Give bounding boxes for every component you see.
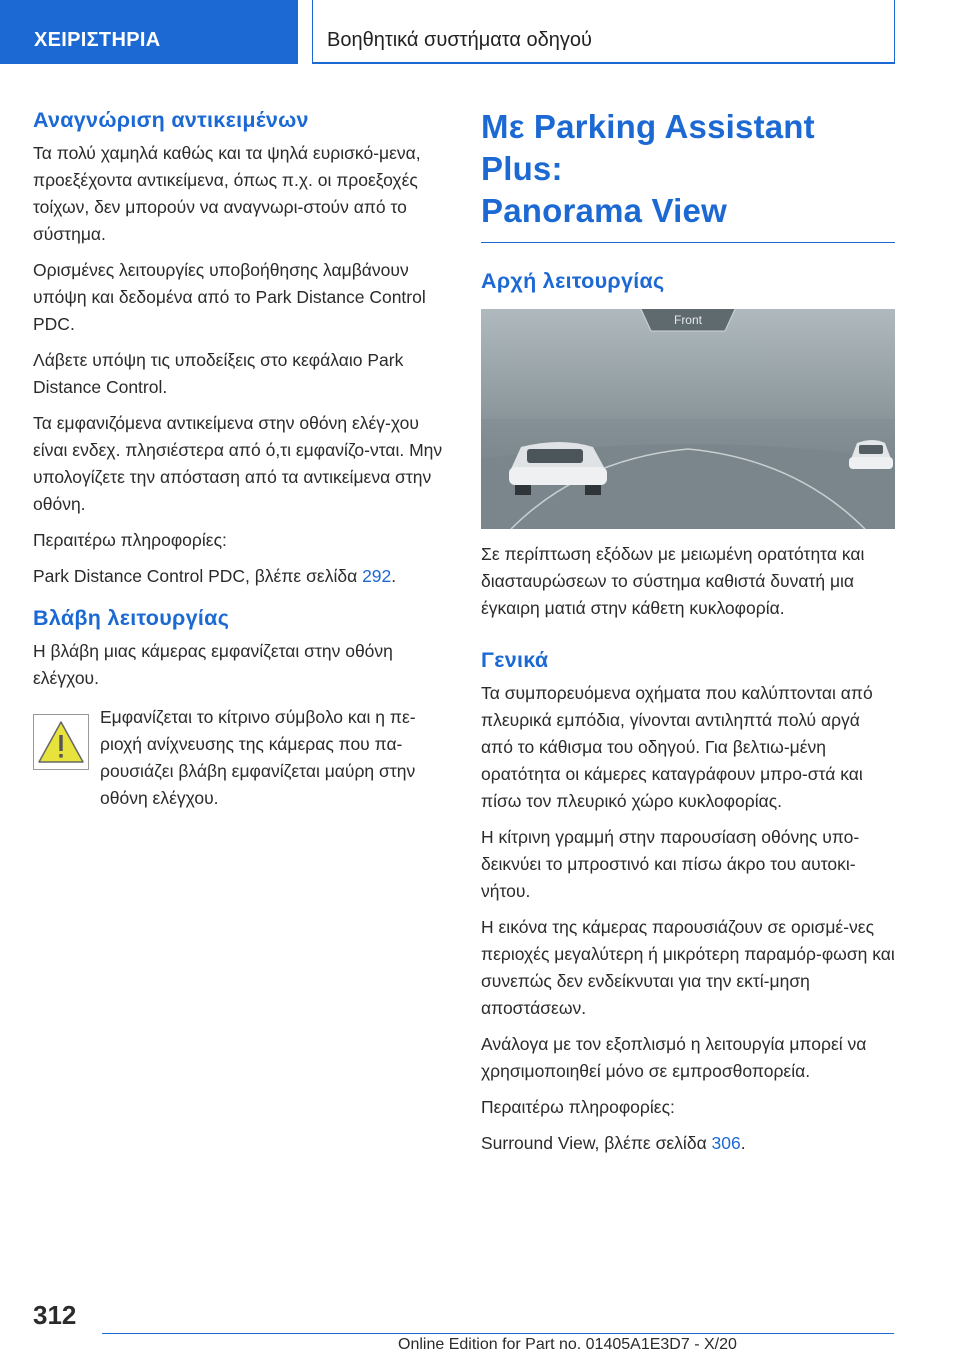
reference-text: Surround View, βλέπε σελίδα — [481, 1133, 712, 1153]
footer-divider — [102, 1333, 894, 1334]
section-tab — [0, 0, 298, 64]
paragraph: Τα εμφανιζόμενα αντικείμενα στην οθόνη ελέγ-χου είναι ενδεχ. πλησιέστερα από ό,τι εμφανίζο-νται. Μην υπολογίζετε την απόσταση από τα αντικείμενα στην οθόνη. — [33, 413, 443, 514]
chapter-title: Βοηθητικά συστήματα οδηγού — [327, 29, 592, 51]
panorama-view-image — [481, 309, 895, 529]
edition-note: Online Edition for Part no. 01405A1E3D7 - X/20 — [398, 1336, 737, 1353]
heading-malfunction: Βλάβη λειτουργίας — [33, 606, 230, 630]
page-link-292[interactable]: 292 — [362, 566, 392, 586]
section-title-line-1: Με Parking Assistant Plus: — [481, 108, 815, 187]
paragraph: Λάβετε υπόψη τις υποδείξεις στο κεφάλαιο Park Distance Control. — [33, 350, 404, 397]
paragraph: Τα συμπορευόμενα οχήματα που καλύπτονται από πλευρικά εμπόδια, γίνονται αντιληπτά πολύ αργά από το κάθισμα του οδηγού. Για βελτιω-μένη ορατότητα οι κάμερες καταγράφουν μπρο-στά και πίσω τον πλευρικό χώρο κυκλοφορίας. — [481, 683, 873, 811]
heading-general: Γενικά — [481, 648, 549, 672]
paragraph: Περαιτέρω πληροφορίες: — [481, 1097, 675, 1117]
paragraph: Η κίτρινη γραμμή στην παρουσίαση οθόνης υπο-δεικνύει το μπροστινό και πίσω άκρο του αυτοκι-νήτου. — [481, 827, 860, 901]
heading-principle: Αρχή λειτουργίας — [481, 269, 665, 293]
paragraph: Ορισμένες λειτουργίες υποβοήθησης λαμβάνουν υπόψη και δεδομένα από το Park Distance Control PDC. — [33, 260, 426, 334]
paragraph: Σε περίπτωση εξόδων με μειωμένη ορατότητα και διασταυρώσεων το σύστημα καθιστά δυνατή μια έγκαιρη ματιά στην κάθετη κυκλοφορία. — [481, 544, 865, 618]
title-divider — [481, 242, 895, 243]
paragraph: Ανάλογα με τον εξοπλισμό η λειτουργία μπορεί να χρησιμοποιηθεί μόνο σε εμπροσθοπορεία. — [481, 1034, 867, 1081]
paragraph: Τα πολύ χαμηλά καθώς και τα ψηλά ευρισκό-μενα, προεξέχοντα αντικείμενα, όπως π.χ. οι προεξοχές τοίχων, δεν μπορούν να αναγνωρι-στούν από το σύστημα. — [33, 143, 421, 244]
warning-block — [33, 704, 451, 812]
heading-object-detection: Αναγνώριση αντικειμένων — [33, 108, 309, 132]
paragraph-reference — [33, 563, 451, 590]
camera-view-illustration — [481, 309, 895, 529]
paragraph-reference — [481, 1130, 895, 1157]
paragraph: Περαιτέρω πληροφορίες: — [33, 530, 227, 550]
section-title: ΧΕΙΡΙΣΤΗΡΙΑ — [34, 29, 161, 51]
paragraph: Η εικόνα της κάμερας παρουσιάζουν σε ορισμέ-νες περιοχές μεγαλύτερη ή μικρότερη παραμόρ-φωση και συνεπώς δεν ενδείκνυται για την εκτί-μηση αποστάσεων. — [481, 917, 895, 1018]
warning-triangle-icon — [33, 714, 89, 770]
front-label: Front — [673, 313, 703, 327]
reference-text: Park Distance Control PDC, βλέπε σελίδα — [33, 566, 363, 586]
page-number: 312 — [33, 1300, 77, 1330]
page-link-306[interactable]: 306 — [711, 1133, 741, 1153]
reference-end: . — [391, 566, 397, 586]
right-column — [481, 106, 895, 1166]
paragraph: Η βλάβη μιας κάμερας εμφανίζεται στην οθόνη ελέγχου. — [33, 641, 393, 688]
section-title-line-2: Panorama View — [481, 192, 727, 229]
chapter-header — [312, 0, 895, 64]
left-column — [33, 106, 451, 812]
warning-text: Εμφανίζεται το κίτρινο σύμβολο και η πε-ριοχή ανίχνευσης της κάμερας που πα-ρουσιάζει βλάβη εμφανίζεται μαύρη στην οθόνη ελέγχου. — [100, 707, 416, 808]
reference-end: . — [740, 1133, 746, 1153]
